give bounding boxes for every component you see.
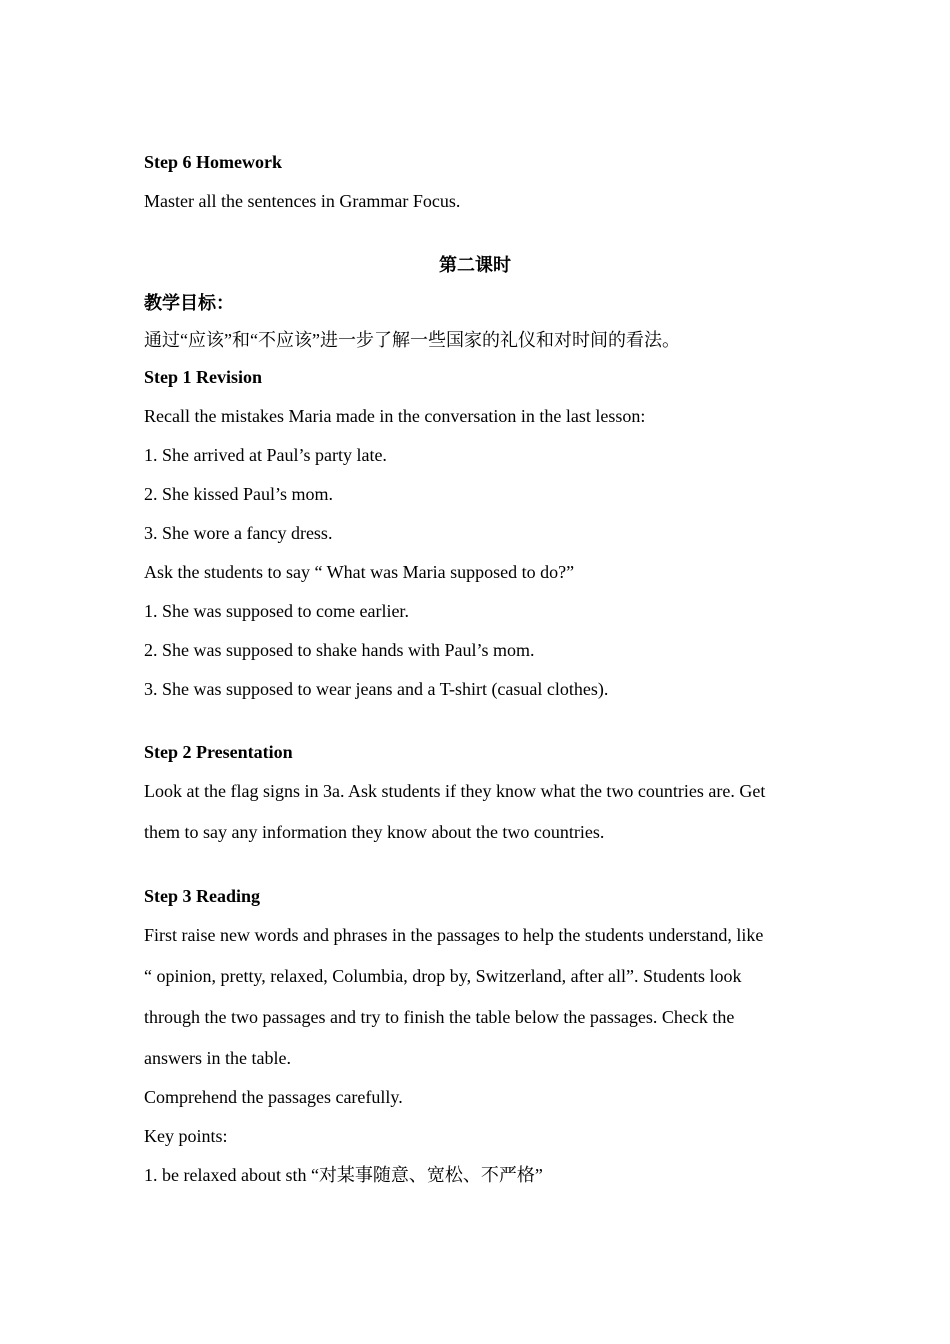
key-points-label: Key points: (144, 1126, 228, 1146)
list-item: 1. She was supposed to come earlier. (144, 601, 409, 621)
paragraph-line: Recall the mistakes Maria made in the conversation in the last lesson: (144, 406, 646, 426)
paragraph-line: Look at the flag signs in 3a. Ask students if they know what the two countries are. Get (144, 781, 766, 801)
list-item: 2. She was supposed to shake hands with Paul’s mom. (144, 640, 535, 660)
homework-text: Master all the sentences in Grammar Focus. (144, 191, 461, 211)
step6-heading: Step 6 Homework (144, 152, 282, 172)
paragraph-line: Ask the students to say “ What was Maria supposed to do?” (144, 562, 575, 582)
list-item: 1. be relaxed about sth “对某事随意、宽松、不严格” (144, 1165, 543, 1185)
paragraph-line: through the two passages and try to finish the table below the passages. Check the (144, 1007, 735, 1027)
objectives-text: 通过“应该”和“不应该”进一步了解一些国家的礼仪和对时间的看法。 (144, 330, 680, 350)
list-item: 3. She wore a fancy dress. (144, 523, 333, 543)
paragraph-line: Comprehend the passages carefully. (144, 1087, 403, 1107)
step2-heading: Step 2 Presentation (144, 742, 293, 762)
step3-heading: Step 3 Reading (144, 886, 261, 906)
list-item: 1. She arrived at Paul’s party late. (144, 445, 387, 465)
step1-heading: Step 1 Revision (144, 367, 263, 387)
paragraph-line: “ opinion, pretty, relaxed, Columbia, drop by, Switzerland, after all”. Students look (144, 966, 742, 986)
list-item: 2. She kissed Paul’s mom. (144, 484, 334, 504)
lesson-two-title: 第二课时 (439, 255, 511, 275)
paragraph-line: First raise new words and phrases in the passages to help the students understand, like (144, 925, 764, 945)
paragraph-line: answers in the table. (144, 1048, 291, 1068)
list-item: 3. She was supposed to wear jeans and a T-shirt (casual clothes). (144, 679, 609, 699)
paragraph-line: them to say any information they know about the two countries. (144, 822, 605, 842)
objectives-heading: 教学目标： (144, 293, 234, 313)
